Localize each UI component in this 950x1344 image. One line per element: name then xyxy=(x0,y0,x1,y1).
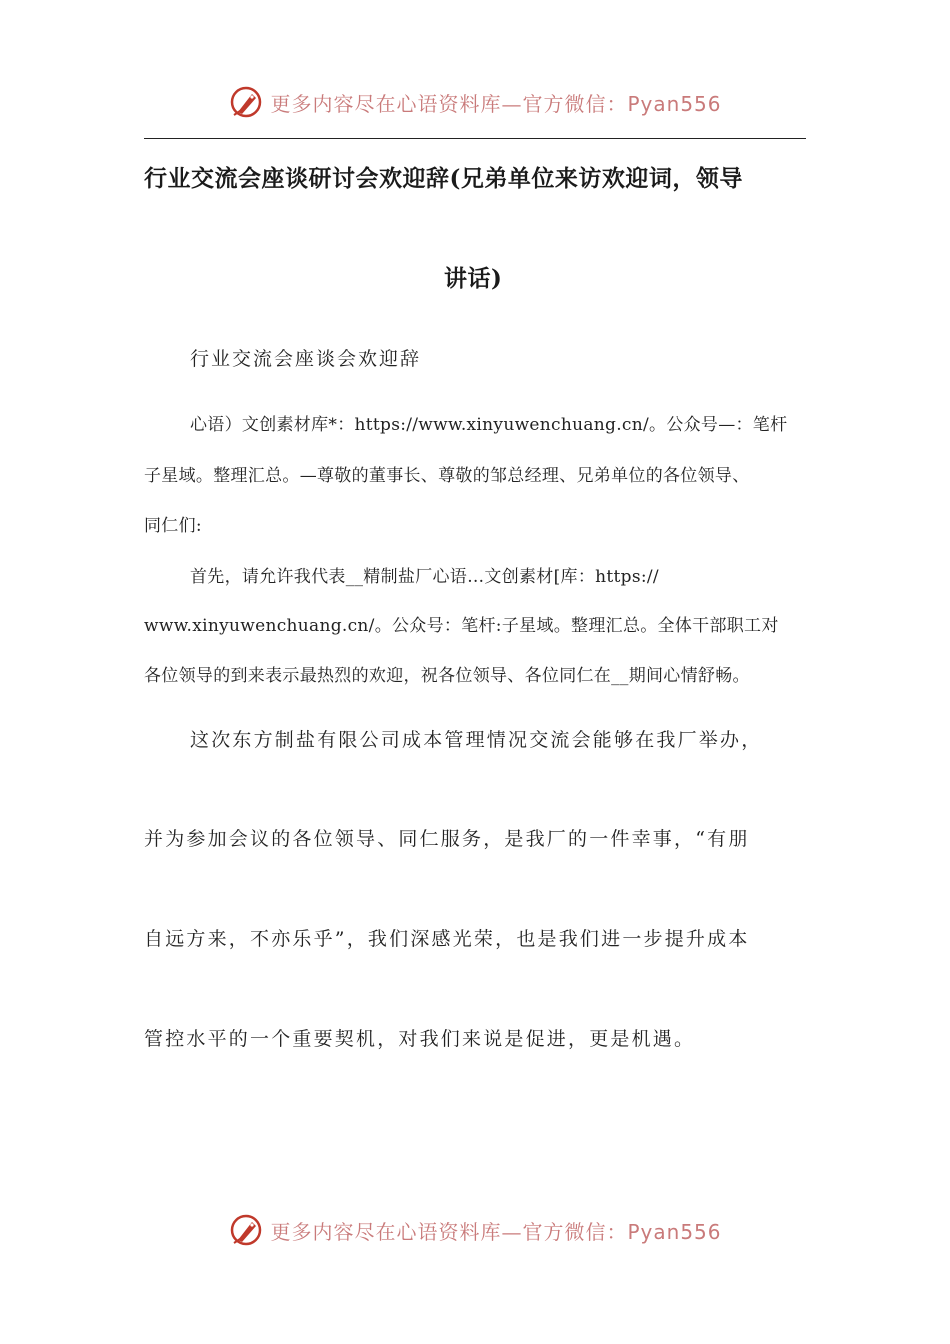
paragraph-3-line-4: 管控水平的一个重要契机，对我们来说是促进，更是机遇。 xyxy=(144,1028,696,1050)
paragraph-1-line-1: 心语）文创素材库*：https://www.xinyuwenchuang.cn/。公众号—：笔杆 xyxy=(190,415,788,435)
paragraph-3-line-1: 这次东方制盐有限公司成本管理情况交流会能够在我厂举办， xyxy=(190,729,763,751)
paragraph-2-line-2: www.xinyuwenchuang.cn/。公众号：笔杆:子星域。整理汇总。全体干部职工对 xyxy=(144,616,779,636)
paragraph-2-line-1: 首先，请允许我代表__精制盐厂心语…文创素材[库：https:// xyxy=(190,567,659,587)
subtitle: 行业交流会座谈会欢迎辞 xyxy=(190,348,422,370)
document-title-line-2: 讲话) xyxy=(444,265,503,292)
paragraph-3-line-3: 自远方来，不亦乐乎”，我们深感光荣，也是我们进一步提升成本 xyxy=(144,928,750,950)
banner-label: 更多内容尽在心语资料库—官方微信： xyxy=(270,1219,628,1244)
footer-banner xyxy=(0,1208,950,1252)
document-title-line-1: 行业交流会座谈研讨会欢迎辞(兄弟单位来访欢迎词，领导 xyxy=(144,165,743,192)
pen-nib-logo-icon xyxy=(228,84,264,120)
header-rule xyxy=(144,138,806,139)
paragraph-2-line-3: 各位领导的到来表示最热烈的欢迎，祝各位领导、各位同仁在__期间心情舒畅。 xyxy=(144,666,750,686)
paragraph-1-line-2: 子星域。整理汇总。—尊敬的董事长、尊敬的邹总经理、兄弟单位的各位领导、 xyxy=(144,466,750,486)
paragraph-1-line-3: 同仁们: xyxy=(144,516,202,536)
banner-text xyxy=(270,88,721,117)
wechat-id: Pyan556 xyxy=(627,91,722,116)
banner-label: 更多内容尽在心语资料库—官方微信： xyxy=(270,91,628,116)
paragraph-3-line-2: 并为参加会议的各位领导、同仁服务，是我厂的一件幸事，“有朋 xyxy=(144,828,750,850)
pen-nib-logo-icon xyxy=(228,1212,264,1248)
header-banner xyxy=(0,80,950,124)
wechat-id: Pyan556 xyxy=(627,1219,722,1244)
banner-text xyxy=(270,1216,721,1245)
